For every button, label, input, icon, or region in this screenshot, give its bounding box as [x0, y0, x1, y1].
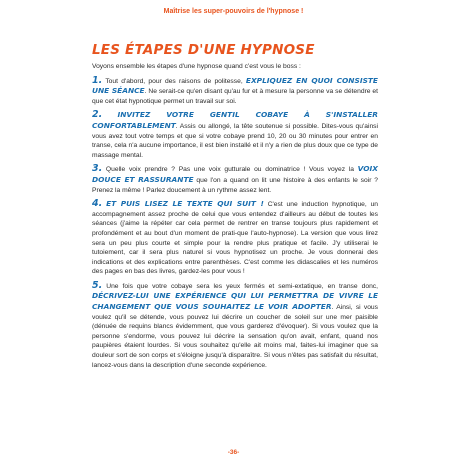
step-number: 5. [92, 279, 103, 291]
step-highlight: VOIX DOUCE ET RASSURANTE [92, 164, 378, 184]
step-text: . Ainsi, si vous voulez qu'il se détende, vous pouvez lui décrire un coucher de soleil sur une mer paisible (dénuée de requins blancs évidemment, que vous garderez d'évoquer). Si vous voulez que la personne s'endorme, vous pouvez lui décrire la sensation qu'on avait, enfant, quand nos paupières étaient lourdes. Si vous souhaitez qu'elle ait moins mal, faites-lui imaginer que sa douleur sort de son corps et s'éloigne jusqu'à disparaître. Si vous n'êtes pas satisfait du résultat, lancez-vous dans la description d'une seconde expérience. [92, 304, 378, 369]
step-1 [92, 76, 378, 107]
step-number: 2. [92, 109, 103, 121]
step-text [102, 112, 117, 119]
step-highlight: ET PUIS LISEZ LE TEXTE QUI SUIT ! [106, 199, 264, 209]
step-text: C'est une induction hypnotique, un accompagnement assez proche de celui que vous entendez d'ailleurs au début de toutes les séances (j'aime la répéter car cela permet de rentrer en transe toujours plus rapidement et profondément et au bout d'un moment de prati-que l'auto-hypnose). La version que vous lirez sera un peu plus courte et simple pour la rendre plus pratique et facile. J'y utiliserai le tutoiement, car il sera plus naturel si vous hypnotisez un proche. Je vous donnerai des indications et des explications entre parenthèses. C'est comme les didascalies et les numéros des pages en bas des livres, gardez-les pour vous ! [92, 201, 379, 276]
step-3 [92, 164, 378, 195]
step-number: 4. [92, 198, 103, 210]
step-2 [92, 110, 378, 160]
step-4 [92, 199, 378, 277]
step-highlight: DÉCRIVEZ-LUI UNE EXPÉRIENCE QUI LUI PERMETTRA DE VIVRE LE CHANGEMENT QUE VOUS SOUHAITEZ LE VOIR ADOPTER [92, 291, 378, 312]
step-text: Une fois que votre cobaye sera les yeux fermés et semi-extatique, en transe donc, [102, 282, 378, 290]
intro-paragraph: Voyons ensemble les étapes d'une hypnose quand c'est vous le boss : [92, 63, 301, 70]
step-text: . Assis ou allongé, la tête soutenue si possible. Dites-vous qu'ainsi vous avez tout votre temps et que si votre cobaye prend 10, 20 ou 30 minutes pour entrer en transe, cela n'a aucune importance, il est bien installé et il n'y a rien de plus doux que ce type de massage mental. [92, 122, 378, 159]
running-header: Maîtrise les super-pouvoirs de l'hypnose ! [163, 8, 304, 15]
step-number: 3. [92, 163, 103, 175]
step-text: Tout d'abord, pour des raisons de politesse, [102, 77, 246, 85]
step-text: que l'on a quand on lit une histoire à des enfants le soir ? Prenez la même ! Parlez doucement à un rythme assez lent. [92, 176, 379, 194]
step-number: 1. [92, 74, 103, 86]
step-highlight: INVITEZ VOTRE GENTIL COBAYE À S'INSTALLER CONFORTABLEMENT [92, 110, 378, 130]
page-number: -36- [227, 449, 240, 456]
step-5 [92, 281, 378, 370]
step-highlight: EXPLIQUEZ EN QUOI CONSISTE UNE SÉANCE [92, 75, 378, 96]
body-text [92, 62, 378, 374]
step-text: Quelle voix prendre ? Pas une voix gutturale ou dominatrice ! Vous voyez la [102, 166, 358, 174]
section-title: LES ÉTAPES D'UNE HYPNOSE [92, 42, 315, 58]
step-text: . Ne serait-ce qu'en disant qu'au fur et à mesure la personne va se détendre et que cet état hypnotique permet un travail sur soi. [92, 88, 378, 105]
